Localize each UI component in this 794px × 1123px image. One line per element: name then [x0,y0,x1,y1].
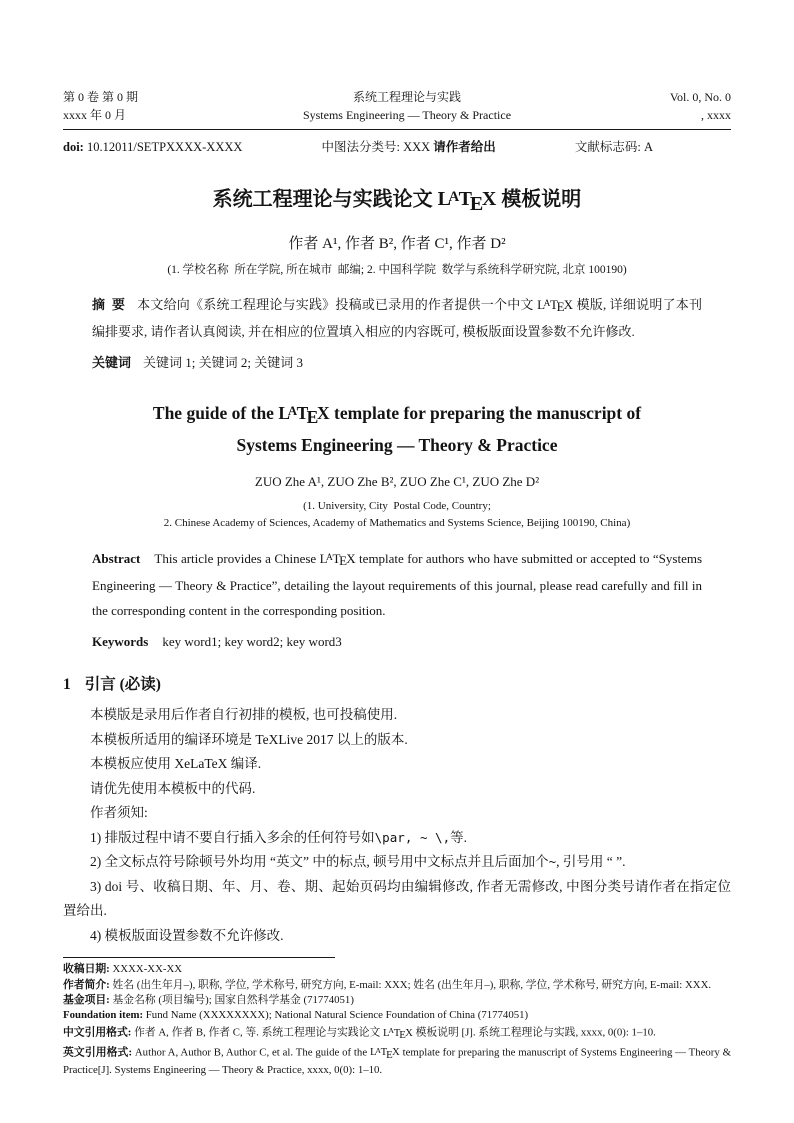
abstract-zh: 摘 要 本文给向《系统工程理论与实践》投稿或已录用的作者提供一个中文 LATEX 模版, 详细说明了本刊编排要求, 请作者认真阅读, 并在相应的位置填入相应的内容既可, 模板版面设置参数不允许修改. [92,296,702,340]
document-code [575,139,653,156]
title-en: The guide of the LATEX template for preparing the manuscript of Systems Engineering — Theory & Practice [152,402,642,455]
volume-issue-en: Vol. 0, No. 0 [669,90,731,104]
tilde-command-text: ~ [548,854,557,870]
abstract-label-en: Abstract [92,550,141,566]
latex-logo: LATEX [537,296,574,315]
citation-en-line: 英文引用格式: Author A, Author B, Author C, et al. The guide of the LATEX template for preparing the manuscript of Systems Engineering — Theory & Practice[J]. Systems Engineering — Theory & Practice, xxxx, 0(0): 1–10. [63,1045,731,1076]
latex-command-text: \par, ~ \, [374,829,451,845]
latex-logo: LATEX [319,550,356,569]
keywords-label-en: Keywords [92,634,149,650]
volume-issue-zh: 第 0 卷 第 0 期 [63,90,139,104]
section-body [63,703,731,948]
title-zh: 系统工程理论与实践论文 LATEX 模板说明 [212,188,582,215]
authors-zh: 作者 A¹, 作者 B², 作者 C¹, 作者 D² [288,235,506,252]
affiliations-en: (1. University, City Postal Code, Country; 2. Chinese Academy of Sciences, Academy of Mathematics and Systems Science, Beijing 100190, China) [163,499,631,529]
citation-zh-line: 中文引用格式: 作者 A, 作者 B, 作者 C, 等. 系统工程理论与实践论文 LATEX 模板说明 [J]. 系统工程理论与实践, xxxx, 0(0): 1–10. [63,1026,656,1041]
footnote-rule [63,957,335,958]
paragraph: 2) 全文标点符号除顿号外均用 “英文” 中的标点, 顿号用中文标点并且后面加个~, 引号用 “ ”. [90,854,626,870]
clc-label: 中图法分类号: [321,140,400,154]
keywords-label-zh: 关键词 [92,355,132,371]
paragraph: 4) 模板版面设置参数不允许修改. [90,927,284,943]
document-code-label: 文献标志码: [574,140,641,154]
affiliations-zh: (1. 学校名称 所在学院, 所在城市 邮编; 2. 中国科学院 数学与系统科学研究院, 北京 100190) [167,263,627,276]
keywords-en: Keywords key word1; key word2; key word3 [92,634,342,650]
paragraph: 1) 排版过程中请不要自行插入多余的任何符号如\par, ~ \,等. [90,829,468,845]
doi-label: doi: [63,140,84,154]
latex-logo: LATEX [437,188,497,215]
paragraph: 请优先使用本模板中的代码. [90,780,256,796]
latex-logo: LATEX [278,402,330,427]
footnote-block [63,957,731,1078]
paragraph: 3) doi 号、收稿日期、年、月、卷、期、起始页码均由编辑修改, 作者无需修改, 中图分类号请作者在指定位置给出. [63,878,731,919]
foundation-item-line: Foundation item: Fund Name (XXXXXXXX); National Natural Science Foundation of China (71774051) [63,1008,529,1021]
author-bio-line: 作者简介: 姓名 (出生年月–), 职称, 学位, 学术称号, 研究方向, E-mail: XXX; 姓名 (出生年月–), 职称, 学位, 学术称号, 研究方向, E-mail: XXX. [63,978,712,991]
latex-logo: LATEX [383,1026,413,1041]
paragraph: 本模板所适用的编译环境是 TeXLive 2017 以上的版本. [90,731,408,747]
section-heading-introduction: 1 引言 (必读) [63,676,161,694]
clc-note: 请作者给出 [433,140,496,154]
clc-value: XXX [403,140,431,154]
document-code-value: A [643,140,653,154]
header-rule [63,129,731,130]
article-meta-row [63,139,731,156]
paragraph: 作者须知: [90,805,148,821]
journal-header [63,88,731,124]
header-volume-issue [63,88,183,124]
abstract-en: Abstract This article provides a Chinese LATEX template for authors who have submitted or accepted to “Systems Engineering — Theory & Practice”, detailing the layout requirements of this journal, please read carefully and fill in the corresponding content in the corresponding position. [92,550,703,619]
keywords-zh: 关键词 关键词 1; 关键词 2; 关键词 3 [92,355,303,371]
clc-number [321,139,495,156]
received-date-line: 收稿日期: XXXX-XX-XX [63,963,183,976]
doi-value: 10.12011/SETPXXXX-XXXX [86,140,243,154]
paragraph: 本模版是录用后作者自行初排的模板, 也可投稿使用. [90,707,398,723]
latex-logo: LATEX [369,1045,400,1061]
journal-name-en: Systems Engineering — Theory & Practice [302,108,512,122]
journal-name [183,88,631,124]
date-en: , xxxx [701,108,731,122]
doi [63,139,242,156]
abstract-label-zh: 摘 要 [92,296,126,312]
paragraph: 本模板应使用 XeLaTeX 编译. [90,756,262,772]
authors-en: ZUO Zhe A¹, ZUO Zhe B², ZUO Zhe C¹, ZUO Zhe D² [254,473,540,489]
fund-line-zh: 基金项目: 基金名称 (项目编号); 国家自然科学基金 (71774051) [63,993,354,1006]
header-volume-issue-en [631,88,731,124]
journal-name-zh: 系统工程理论与实践 [352,90,461,104]
date-zh: xxxx 年 0 月 [63,108,127,122]
